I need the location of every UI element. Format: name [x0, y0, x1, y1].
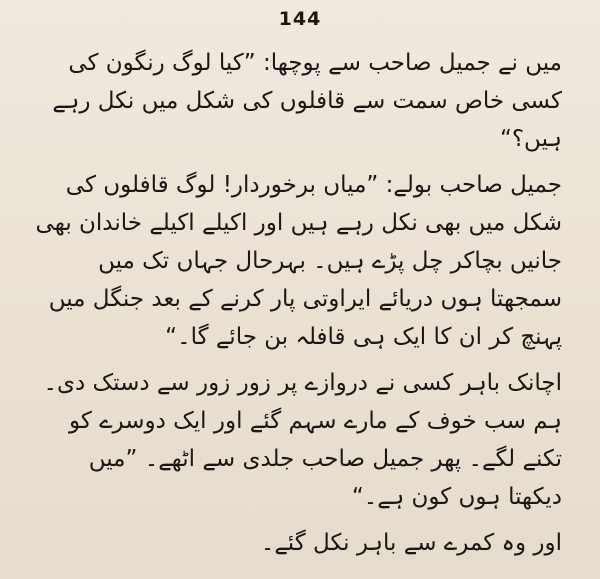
page-body	[30, 44, 562, 570]
paragraph: جمیل صاحب بولے: ”میاں برخوردار! لوگ قافلوں کی شکل میں بھی نکل رہے ہیں اور اکیلے اکیلے خاندان بھی جانیں بچاکر چل پڑے ہیں۔ بہرحال جہاں تک میں سمجھتا ہوں دریائے ایراوتی پار کرنے کے بعد جنگل میں پہنچ کر ان کا ایک ہی قافلہ بن جائے گا۔“	[35, 172, 562, 350]
paragraph: اور وہ کمرے سے باہر نکل گئے۔	[260, 530, 562, 556]
paragraph: اچانک باہر کسی نے دروازے پر زور زور سے دستک دی۔ ہم سب خوف کے مارے سہم گئے اور ایک دوسرے کو تکنے لگے۔ پھر جمیل صاحب جلدی سے اٹھے۔ ”میں دیکھتا ہوں کون ہے۔“	[43, 370, 562, 510]
paragraph: میں نے جمیل صاحب سے پوچھا: ”کیا لوگ رنگون کی کسی خاص سمت سے قافلوں کی شکل میں نکل رہے ہیں؟“	[52, 50, 562, 152]
page-number: 144	[278, 8, 322, 30]
